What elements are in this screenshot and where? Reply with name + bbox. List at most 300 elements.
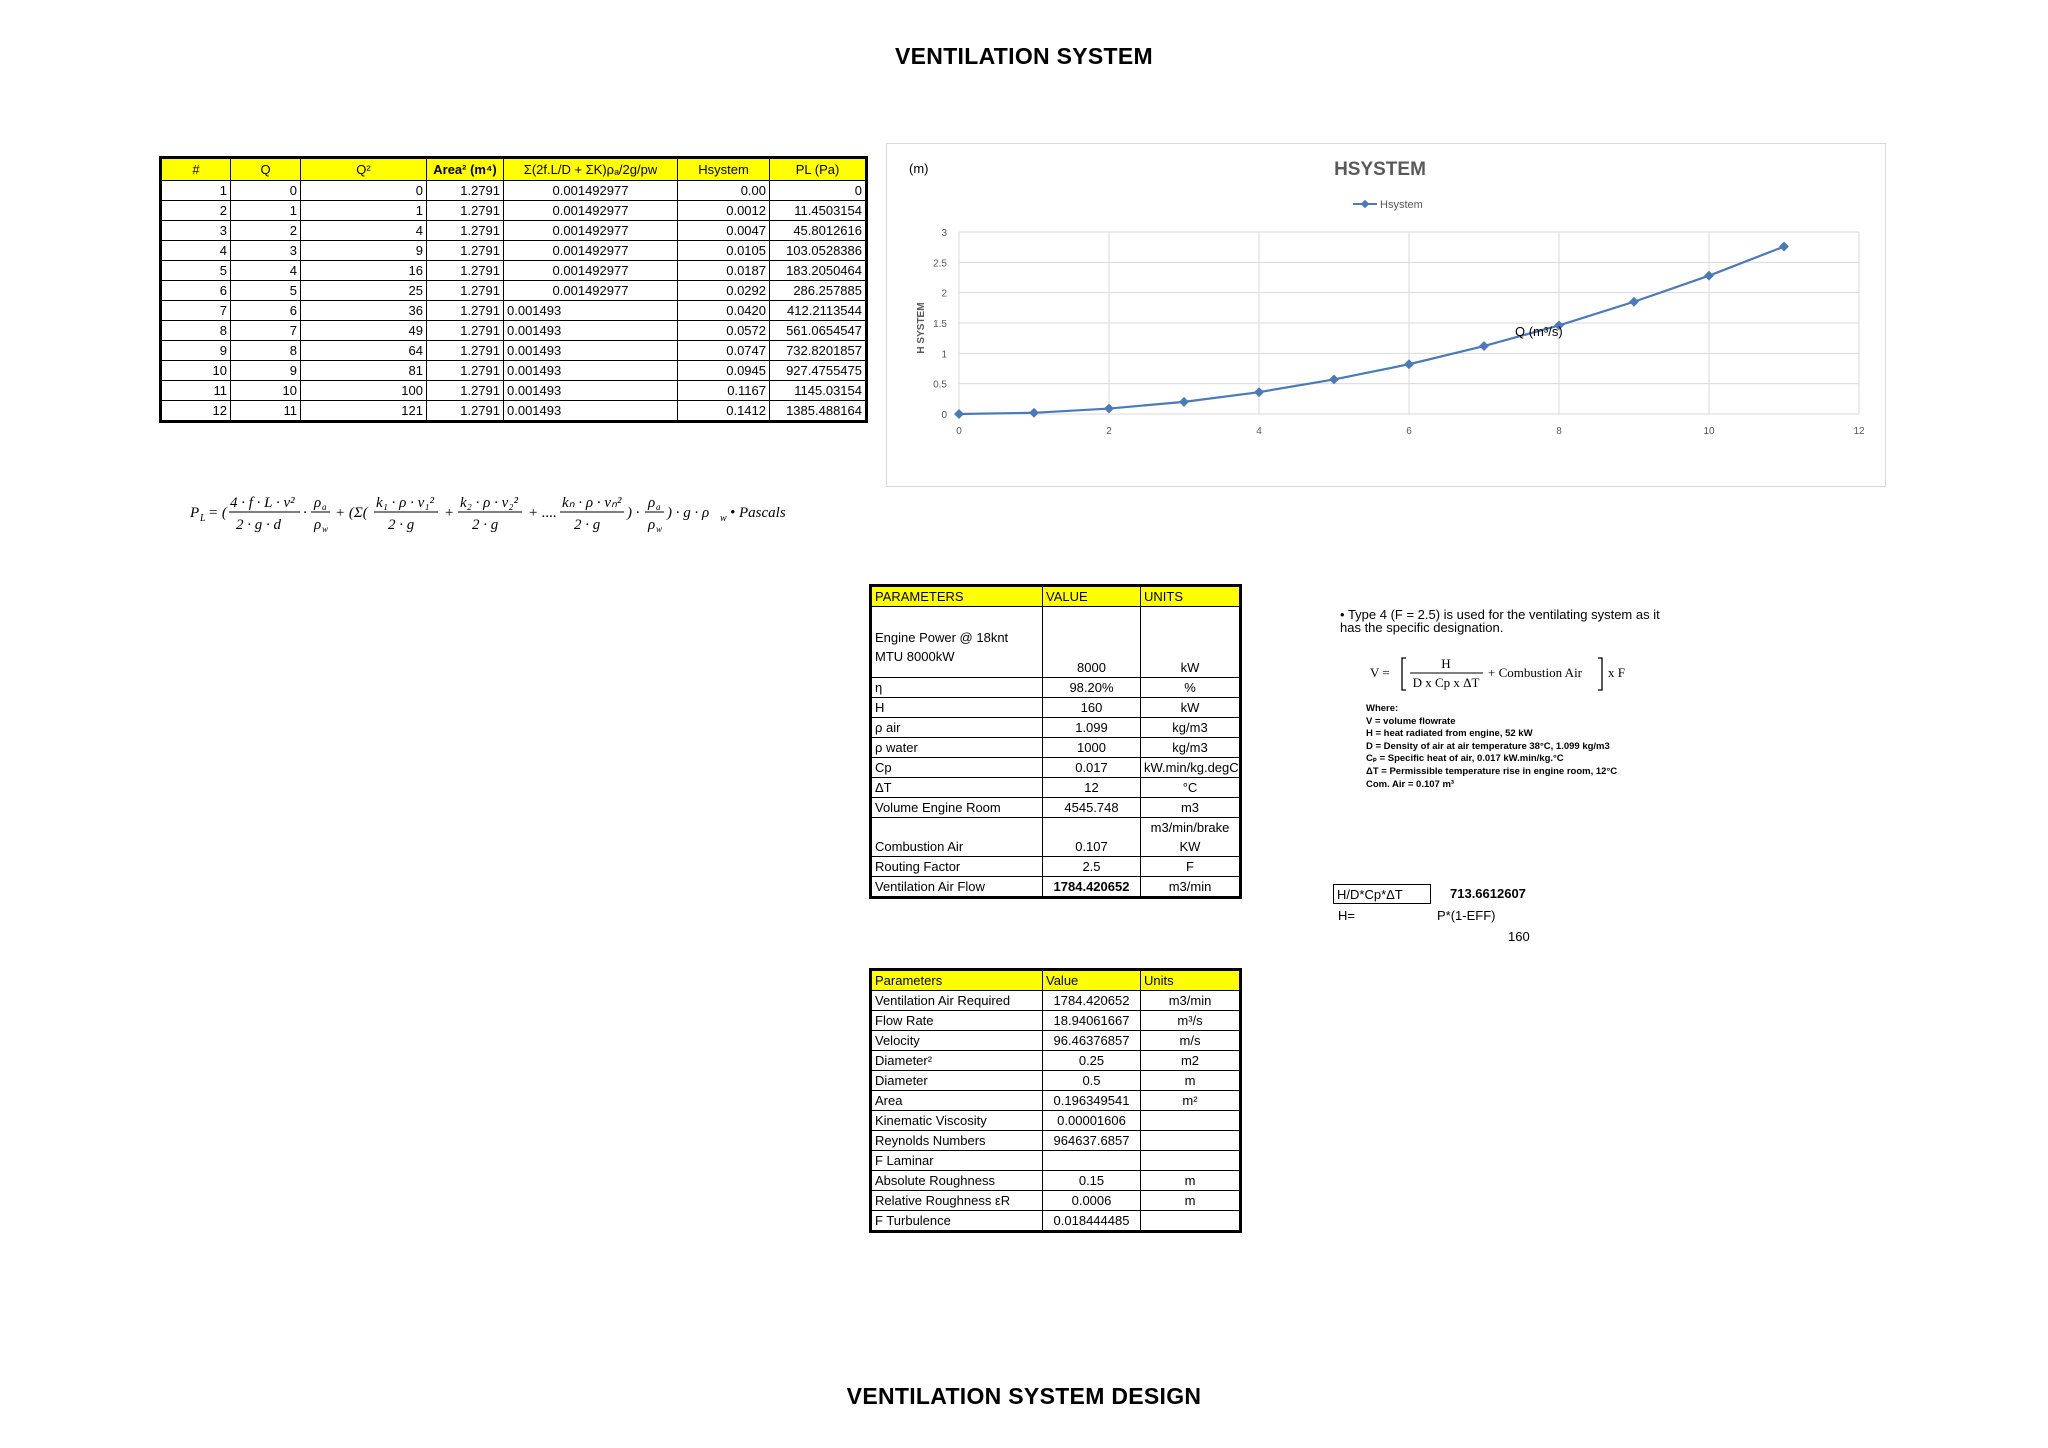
routing-factor-value: 2.5	[1043, 857, 1141, 877]
table-cell: 4	[301, 221, 427, 241]
data-point	[1629, 297, 1639, 307]
formula-v-num: H	[1441, 656, 1451, 671]
where-line: Com. Air = 0.107 m³	[1366, 778, 1455, 790]
series-line	[959, 247, 1784, 414]
chart-series	[954, 242, 1789, 419]
y-tick-label: 0.5	[933, 379, 947, 391]
parameter-unit: °C	[1141, 778, 1241, 798]
header-q-squared: Q²	[301, 158, 427, 181]
x-tick-label: 10	[1703, 426, 1715, 437]
table-cell: 45.8012616	[770, 221, 867, 241]
table-row	[871, 758, 1241, 778]
parameter-label: Reynolds Numbers	[871, 1131, 1043, 1151]
parameter-label: Kinematic Viscosity	[871, 1111, 1043, 1131]
table-cell: 0.0945	[678, 361, 770, 381]
header-area: Area² (m⁴)	[427, 158, 504, 181]
x-tick-label: 0	[956, 426, 962, 437]
table-row	[161, 401, 867, 422]
parameter-label: Absolute Roughness	[871, 1171, 1043, 1191]
legend-marker	[1361, 200, 1369, 208]
table-cell: 0.001493	[504, 321, 678, 341]
table-row	[161, 341, 867, 361]
parameter-unit: m3	[1141, 798, 1241, 818]
table-cell: 10	[231, 381, 301, 401]
table-cell: 0.1167	[678, 381, 770, 401]
table-cell: 0.001492977	[504, 261, 678, 281]
table-cell: 1.2791	[427, 361, 504, 381]
data-point	[1779, 242, 1789, 252]
table-cell: 12	[161, 401, 231, 422]
table-cell: 11.4503154	[770, 201, 867, 221]
parameter-value: 1000	[1043, 738, 1141, 758]
table-row	[871, 1131, 1241, 1151]
table-row	[161, 181, 867, 201]
table-cell: 561.0654547	[770, 321, 867, 341]
header-parameters: PARAMETERS	[871, 586, 1043, 607]
x-tick-label: 8	[1556, 426, 1562, 437]
table-cell: 0.001492977	[504, 281, 678, 301]
engine-power-line1: Engine Power @ 18knt	[875, 630, 1009, 645]
table-cell: 1.2791	[427, 241, 504, 261]
table-cell: 3	[161, 221, 231, 241]
table-cell: 1.2791	[427, 201, 504, 221]
svg-text:) · g · ρ: ) · g · ρ	[667, 505, 710, 521]
table-cell: 1	[301, 201, 427, 221]
parameter-value: 964637.6857	[1043, 1131, 1141, 1151]
parameter-unit: m	[1141, 1071, 1241, 1091]
table-row	[871, 1031, 1241, 1051]
svg-text:2 · g: 2 · g	[388, 517, 415, 533]
combustion-unit-line1: m3/min/brake	[1150, 820, 1230, 835]
table-cell: 16	[301, 261, 427, 281]
table-cell: 0.0047	[678, 221, 770, 241]
data-point	[1479, 341, 1489, 351]
table-cell: 8	[231, 341, 301, 361]
formula-v-lhs: V =	[1370, 665, 1390, 680]
table-cell: 9	[301, 241, 427, 261]
svg-text:4 · f · L · v²: 4 · f · L · v²	[230, 495, 295, 511]
table-row	[871, 1011, 1241, 1031]
parameter-value: 0.017	[1043, 758, 1141, 778]
parameter-unit: m/s	[1141, 1031, 1241, 1051]
h-equation-value: 160	[1508, 929, 1530, 944]
table-row	[161, 221, 867, 241]
svg-text:w: w	[322, 524, 329, 534]
table-cell: 0	[770, 181, 867, 201]
table-cell: 0.001493	[504, 381, 678, 401]
calc-expression-cell: H/D*Cp*ΔT	[1333, 884, 1431, 904]
table-cell: 4	[231, 261, 301, 281]
table-row	[871, 678, 1241, 698]
table-cell: 1.2791	[427, 181, 504, 201]
data-point	[1029, 408, 1039, 418]
table-row	[871, 607, 1241, 678]
table-row	[871, 738, 1241, 758]
x-tick-label: 6	[1406, 426, 1412, 437]
h-equation-label: H=	[1338, 908, 1355, 923]
table-cell: 9	[161, 341, 231, 361]
table-cell: 81	[301, 361, 427, 381]
parameter-label: Diameter	[871, 1071, 1043, 1091]
table-header-row	[161, 158, 867, 181]
formula-v-den: D x Cp x ΔT	[1412, 675, 1480, 690]
x-tick-label: 2	[1106, 426, 1112, 437]
parameter-label: Flow Rate	[871, 1011, 1043, 1031]
parameter-unit	[1141, 1111, 1241, 1131]
y-tick-label: 0	[941, 410, 947, 421]
table-header-row	[871, 586, 1241, 607]
table-cell: 64	[301, 341, 427, 361]
table-row	[871, 1111, 1241, 1131]
parameter-value: 1.099	[1043, 718, 1141, 738]
table-cell: 10	[161, 361, 231, 381]
parameter-label: Velocity	[871, 1031, 1043, 1051]
table-cell: 1.2791	[427, 321, 504, 341]
routing-factor-label: Routing Factor	[871, 857, 1043, 877]
engine-power-label	[871, 607, 1043, 678]
table-row	[871, 1191, 1241, 1211]
parameter-unit: kW.min/kg.degC	[1141, 758, 1241, 778]
table-cell: 0.001493	[504, 361, 678, 381]
parameter-unit: kg/m3	[1141, 738, 1241, 758]
svg-text:2 · g · d: 2 · g · d	[236, 517, 281, 533]
table-cell: 1	[161, 181, 231, 201]
table-cell: 0	[231, 181, 301, 201]
svg-text:ρ: ρ	[314, 517, 322, 533]
duct-parameters-table	[869, 968, 1242, 1233]
svg-text:= (: = (	[208, 505, 227, 521]
data-point	[1254, 387, 1264, 397]
table-cell: 1.2791	[427, 341, 504, 361]
svg-text:ρ: ρ	[648, 517, 656, 533]
parameter-label: H	[871, 698, 1043, 718]
data-point	[1179, 397, 1189, 407]
header-value: VALUE	[1043, 586, 1141, 607]
table-row	[871, 1051, 1241, 1071]
calc-result-value: 713.6612607	[1450, 886, 1526, 901]
parameter-value: 1784.420652	[1043, 991, 1141, 1011]
table-row	[871, 991, 1241, 1011]
table-cell: 0.001493	[504, 301, 678, 321]
svg-text:k₁ · ρ · v₁²: k₁ · ρ · v₁²	[376, 495, 434, 511]
parameter-value: 0.196349541	[1043, 1091, 1141, 1111]
where-line: V = volume flowrate	[1366, 715, 1456, 727]
parameter-value: 4545.748	[1043, 798, 1141, 818]
header-hsystem: Hsystem	[678, 158, 770, 181]
parameter-unit: kg/m3	[1141, 718, 1241, 738]
parameters-table	[869, 584, 1242, 899]
table-row	[161, 201, 867, 221]
combustion-unit-line2: KW	[1179, 839, 1201, 854]
table-row	[161, 301, 867, 321]
table-cell: 5	[231, 281, 301, 301]
table-cell: 3	[231, 241, 301, 261]
parameter-label: ρ water	[871, 738, 1043, 758]
table-cell: 11	[161, 381, 231, 401]
table-cell: 927.4755475	[770, 361, 867, 381]
svg-text:ρ: ρ	[314, 495, 322, 511]
parameter-value: 0.15	[1043, 1171, 1141, 1191]
note-text: Type 4 (F = 2.5) is used for the ventilating system as it has the specific designation.	[1340, 607, 1660, 635]
ventilation-air-flow-unit: m3/min	[1141, 877, 1241, 898]
table-cell: 0.0747	[678, 341, 770, 361]
table-row	[871, 778, 1241, 798]
table-cell: 36	[301, 301, 427, 321]
where-legend	[1366, 703, 1696, 791]
table-cell: 5	[161, 261, 231, 281]
formula-v-rest: + Combustion Air	[1488, 665, 1583, 680]
table-cell: 0.0420	[678, 301, 770, 321]
routing-factor-unit: F	[1141, 857, 1241, 877]
table-cell: 1.2791	[427, 301, 504, 321]
ventilation-air-flow-label: Ventilation Air Flow	[871, 877, 1043, 898]
engine-power-unit: kW	[1141, 607, 1241, 678]
parameter-label: F Turbulence	[871, 1211, 1043, 1232]
x-tick-label: 4	[1256, 426, 1262, 437]
h-equation-expression: P*(1-EFF)	[1437, 908, 1496, 923]
parameter-label: Volume Engine Room	[871, 798, 1043, 818]
table-cell: 0.0105	[678, 241, 770, 261]
table-cell: 1.2791	[427, 261, 504, 281]
svg-text:k₂ · ρ · v₂²: k₂ · ρ · v₂²	[460, 495, 518, 511]
table-row	[871, 818, 1241, 857]
table-cell: 0.001492977	[504, 201, 678, 221]
design-note	[1340, 608, 1670, 634]
y-tick-label: 1.5	[933, 319, 947, 330]
page-title: VENTILATION SYSTEM	[895, 43, 1153, 69]
hsystem-chart-svg	[887, 144, 1885, 486]
table-cell: 412.2113544	[770, 301, 867, 321]
parameter-value	[1043, 1151, 1141, 1171]
svg-text:P: P	[190, 505, 200, 521]
svg-text:• Pascals: • Pascals	[730, 505, 786, 521]
svg-text:L: L	[200, 513, 206, 524]
y-tick-label: 1	[941, 349, 947, 361]
note-bullet: • Type 4 (F = 2.5) is used for the ventilating system as it has the specific designation.	[1340, 607, 1660, 635]
system-curve-table	[159, 156, 868, 423]
table-row	[871, 1091, 1241, 1111]
table-cell: 0.0012	[678, 201, 770, 221]
table-cell: 25	[301, 281, 427, 301]
parameter-value: 12	[1043, 778, 1141, 798]
header-pl: PL (Pa)	[770, 158, 867, 181]
table-cell: 0.001493	[504, 341, 678, 361]
table-row	[871, 1171, 1241, 1191]
svg-text:a: a	[322, 502, 327, 512]
parameter-unit: m	[1141, 1191, 1241, 1211]
parameter-value: 0.00001606	[1043, 1111, 1141, 1131]
table-cell: 9	[231, 361, 301, 381]
table-row	[871, 718, 1241, 738]
parameter-label: Cp	[871, 758, 1043, 778]
parameter-value: 160	[1043, 698, 1141, 718]
chart-ticks	[933, 228, 1865, 437]
formula-v-f: x F	[1608, 665, 1625, 680]
data-point	[1404, 359, 1414, 369]
parameter-label: ρ air	[871, 718, 1043, 738]
parameter-value: 0.0006	[1043, 1191, 1141, 1211]
table-cell: 7	[231, 321, 301, 341]
table-cell: 0.0572	[678, 321, 770, 341]
table-cell: 0.001492977	[504, 241, 678, 261]
engine-power-line2: MTU 8000kW	[875, 649, 955, 664]
table-cell: 1.2791	[427, 281, 504, 301]
svg-text:) ·: ) ·	[627, 505, 640, 521]
legend-label: Hsystem	[1380, 199, 1423, 211]
table-cell: 286.257885	[770, 281, 867, 301]
table-cell: 0.0292	[678, 281, 770, 301]
data-point	[1704, 271, 1714, 281]
where-line: D = Density of air at air temperature 38°C, 1.099 kg/m3	[1366, 740, 1610, 752]
formula-text: P_L = (4·f·L·v²/2·g·d · ρa/ρw + (Σ(k1·ρ·v1²/2·g + k2·ρ·v2²/2·g + .... kn·ρ·vn²/2·g)·ρa/ρw)·g·ρw • Pascals	[190, 488, 231, 489]
where-line: ΔT = Permissible temperature rise in engine room, 12°C	[1366, 765, 1618, 777]
x-tick-label: 12	[1853, 426, 1865, 437]
chart-unit-label: (m)	[909, 161, 929, 176]
parameter-unit	[1141, 1151, 1241, 1171]
parameter-unit: m3/min	[1141, 991, 1241, 1011]
svg-text:+: +	[444, 505, 455, 521]
chart-grid	[959, 232, 1859, 414]
table-row	[161, 381, 867, 401]
table-row	[871, 698, 1241, 718]
combustion-air-unit	[1141, 818, 1241, 857]
table-cell: 0	[301, 181, 427, 201]
table-cell: 183.2050464	[770, 261, 867, 281]
parameter-value: 0.5	[1043, 1071, 1141, 1091]
table-cell: 0.00	[678, 181, 770, 201]
table-cell: 4	[161, 241, 231, 261]
table-cell: 1	[231, 201, 301, 221]
header-value: Value	[1043, 970, 1141, 991]
table-row	[871, 1211, 1241, 1232]
parameter-label: Ventilation Air Required	[871, 991, 1043, 1011]
table-cell: 1145.03154	[770, 381, 867, 401]
parameter-value: 0.25	[1043, 1051, 1141, 1071]
table-row	[161, 361, 867, 381]
table-cell: 100	[301, 381, 427, 401]
table-cell: 6	[161, 281, 231, 301]
table-cell: 11	[231, 401, 301, 422]
y-tick-label: 2.5	[933, 258, 947, 270]
parameter-unit: m³/s	[1141, 1011, 1241, 1031]
parameter-unit: kW	[1141, 698, 1241, 718]
parameter-label: Area	[871, 1091, 1043, 1111]
combustion-air-value: 0.107	[1043, 818, 1141, 857]
table-row	[871, 1071, 1241, 1091]
table-row	[871, 877, 1241, 898]
parameter-unit: m2	[1141, 1051, 1241, 1071]
table-cell: 1.2791	[427, 401, 504, 422]
header-loss-coefficient: Σ(2f.L/D + ΣK)ρₐ/2g/pw	[504, 158, 678, 181]
table-row	[161, 281, 867, 301]
chart-title: HSYSTEM	[1334, 159, 1426, 180]
parameter-value: 18.94061667	[1043, 1011, 1141, 1031]
combustion-air-label: Combustion Air	[871, 818, 1043, 857]
where-line: Cₚ = Specific heat of air, 0.017 kW.min/kg.°C	[1366, 753, 1564, 765]
svg-text:+ ....: + ....	[528, 505, 557, 521]
header-units: Units	[1141, 970, 1241, 991]
table-cell: 0.001492977	[504, 181, 678, 201]
parameter-label: η	[871, 678, 1043, 698]
header-units: UNITS	[1141, 586, 1241, 607]
table-cell: 0.001492977	[504, 221, 678, 241]
x-axis-title: Q (m³/s)	[1515, 324, 1563, 339]
svg-text:2 · g: 2 · g	[472, 517, 499, 533]
svg-text:·: ·	[303, 505, 307, 521]
table-row	[161, 321, 867, 341]
y-axis-title: H SYSTEM	[916, 302, 927, 354]
parameter-unit: m	[1141, 1171, 1241, 1191]
header-index: #	[161, 158, 231, 181]
engine-power-value: 8000	[1043, 607, 1141, 678]
where-line: H = heat radiated from engine, 52 kW	[1366, 728, 1533, 740]
parameter-value: 0.018444485	[1043, 1211, 1141, 1232]
table-cell: 6	[231, 301, 301, 321]
table-cell: 2	[161, 201, 231, 221]
table-cell: 121	[301, 401, 427, 422]
table-cell: 2	[231, 221, 301, 241]
hsystem-chart	[886, 143, 1886, 487]
table-cell: 49	[301, 321, 427, 341]
table-cell: 1.2791	[427, 381, 504, 401]
table-cell: 1385.488164	[770, 401, 867, 422]
table-row	[161, 241, 867, 261]
parameter-unit: %	[1141, 678, 1241, 698]
svg-text:a: a	[656, 502, 661, 512]
ventilation-air-flow-value: 1784.420652	[1043, 877, 1141, 898]
parameter-value: 98.20%	[1043, 678, 1141, 698]
table-cell: 732.8201857	[770, 341, 867, 361]
svg-text:2 · g: 2 · g	[574, 517, 601, 533]
header-parameters: Parameters	[871, 970, 1043, 991]
parameter-unit: m²	[1141, 1091, 1241, 1111]
where-title: Where:	[1366, 703, 1399, 714]
svg-text:w: w	[656, 524, 663, 534]
table-cell: 1.2791	[427, 221, 504, 241]
data-point	[1329, 374, 1339, 384]
y-tick-label: 3	[941, 228, 947, 239]
table-row	[161, 261, 867, 281]
table-header-row	[871, 970, 1241, 991]
table-row	[871, 1151, 1241, 1171]
table-cell: 0.1412	[678, 401, 770, 422]
parameter-unit	[1141, 1131, 1241, 1151]
table-row	[871, 857, 1241, 877]
volume-flow-formula	[1370, 650, 1670, 696]
parameter-label: ΔT	[871, 778, 1043, 798]
header-q: Q	[231, 158, 301, 181]
table-cell: 0.001493	[504, 401, 678, 422]
svg-text:+ (Σ(: + (Σ(	[335, 505, 368, 521]
footer-title: VENTILATION SYSTEM DESIGN	[846, 1383, 1202, 1409]
parameter-label: Relative Roughness εR	[871, 1191, 1043, 1211]
svg-text:ρ: ρ	[648, 495, 656, 511]
parameter-unit	[1141, 1211, 1241, 1232]
parameter-value: 96.46376857	[1043, 1031, 1141, 1051]
table-cell: 0.0187	[678, 261, 770, 281]
parameter-label: F Laminar	[871, 1151, 1043, 1171]
svg-text:kₙ · ρ · vₙ²: kₙ · ρ · vₙ²	[562, 495, 622, 511]
table-row	[871, 798, 1241, 818]
parameter-label: Diameter²	[871, 1051, 1043, 1071]
data-point	[1104, 404, 1114, 414]
table-cell: 103.0528386	[770, 241, 867, 261]
table-cell: 8	[161, 321, 231, 341]
y-tick-label: 2	[941, 288, 947, 300]
table-cell: 7	[161, 301, 231, 321]
pressure-loss-formula	[190, 488, 810, 538]
data-point	[954, 409, 964, 419]
